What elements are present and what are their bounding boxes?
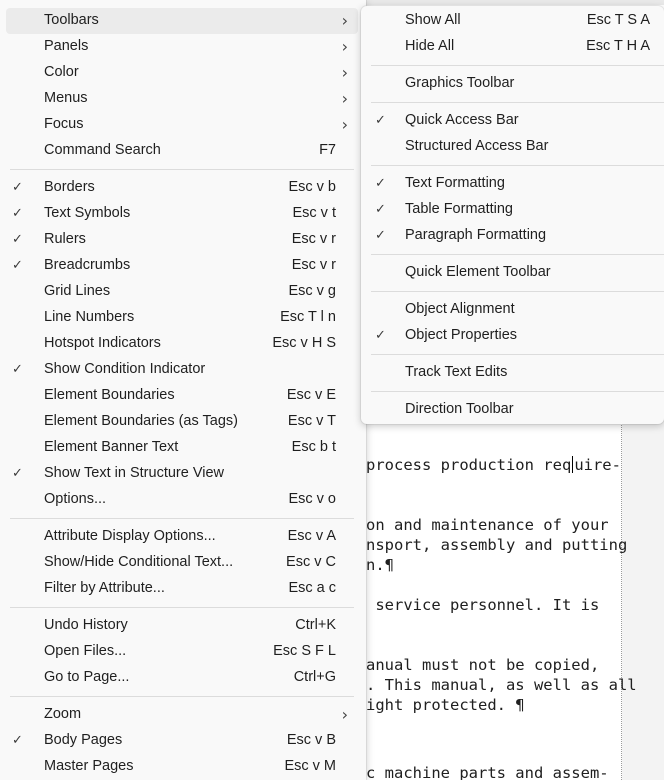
menu-item-show-hide-conditional-text[interactable] bbox=[6, 550, 358, 576]
chevron-right-icon: › bbox=[341, 705, 348, 724]
menu-separator bbox=[371, 102, 664, 103]
menu-separator bbox=[371, 165, 664, 166]
menu-item-label: Table Formatting bbox=[405, 201, 513, 217]
menu-separator bbox=[371, 254, 664, 255]
checkmark-icon: ✓ bbox=[12, 732, 23, 747]
menu-item-show-condition-indicator[interactable] bbox=[6, 357, 358, 383]
menu-separator bbox=[371, 291, 664, 292]
chevron-right-icon: › bbox=[341, 37, 348, 56]
menu-item-label: Open Files... bbox=[44, 643, 127, 659]
menu-item-label: Show/Hide Conditional Text... bbox=[44, 554, 234, 570]
menu-item-borders[interactable] bbox=[6, 175, 358, 201]
menu-item-label: Element Boundaries bbox=[44, 387, 175, 403]
menu-item-label: Grid Lines bbox=[44, 283, 111, 299]
menu-item-label: Go to Page... bbox=[44, 669, 130, 685]
menu-item-filter-by-attribute[interactable] bbox=[6, 576, 358, 602]
menu-item-zoom[interactable] bbox=[6, 702, 358, 728]
menu-item-master-pages[interactable] bbox=[6, 754, 358, 780]
submenu-item-text-formatting[interactable] bbox=[365, 171, 660, 197]
menu-item-label: Track Text Edits bbox=[405, 364, 508, 380]
menu-item-shortcut: Esc T S A bbox=[586, 12, 650, 28]
menu-item-element-banner-text[interactable] bbox=[6, 435, 358, 461]
menu-item-shortcut: Esc v A bbox=[287, 528, 336, 544]
document-line: nsport, assembly and putting bbox=[366, 536, 628, 554]
submenu-item-table-formatting[interactable] bbox=[365, 197, 660, 223]
submenu-item-hide-all[interactable] bbox=[365, 34, 660, 60]
chevron-right-icon: › bbox=[341, 89, 348, 108]
menu-item-shortcut: Esc a c bbox=[288, 580, 336, 596]
menu-item-element-boundaries-as-tags[interactable] bbox=[6, 409, 358, 435]
menu-item-shortcut: Ctrl+K bbox=[295, 617, 336, 633]
submenu-item-object-alignment[interactable] bbox=[365, 297, 660, 323]
menu-item-label: Element Banner Text bbox=[44, 439, 179, 455]
checkmark-icon: ✓ bbox=[12, 465, 23, 480]
menu-item-label: Hide All bbox=[405, 38, 455, 54]
page-margin-line bbox=[621, 420, 622, 780]
menu-separator bbox=[371, 391, 664, 392]
toolbars-submenu bbox=[361, 6, 664, 424]
menu-item-label: Quick Access Bar bbox=[405, 112, 519, 128]
submenu-item-quick-element-toolbar[interactable] bbox=[365, 260, 660, 286]
checkmark-icon: ✓ bbox=[12, 205, 23, 220]
menu-item-shortcut: Esc v o bbox=[288, 491, 336, 507]
menu-item-label: Master Pages bbox=[44, 758, 134, 774]
menu-item-label: Zoom bbox=[44, 706, 82, 722]
checkmark-icon: ✓ bbox=[375, 327, 386, 342]
menu-item-color[interactable] bbox=[6, 60, 358, 86]
submenu-item-show-all[interactable] bbox=[365, 8, 660, 34]
submenu-item-direction-toolbar[interactable] bbox=[365, 397, 660, 423]
menu-item-shortcut: F7 bbox=[319, 142, 336, 158]
menu-item-label: Object Alignment bbox=[405, 301, 515, 317]
menu-item-label: Element Boundaries (as Tags) bbox=[44, 413, 238, 429]
menu-item-line-numbers[interactable] bbox=[6, 305, 358, 331]
menu-item-label: Options... bbox=[44, 491, 107, 507]
menu-item-panels[interactable] bbox=[6, 34, 358, 60]
menu-separator bbox=[10, 607, 354, 608]
menu-item-label: Menus bbox=[44, 90, 88, 106]
document-line: anual must not be copied, bbox=[366, 656, 600, 674]
menu-item-attribute-display-options[interactable] bbox=[6, 524, 358, 550]
menu-item-go-to-page[interactable] bbox=[6, 665, 358, 691]
checkmark-icon: ✓ bbox=[375, 201, 386, 216]
document-line: n.¶ bbox=[366, 556, 394, 574]
chevron-right-icon: › bbox=[341, 63, 348, 82]
menu-item-label: Toolbars bbox=[44, 12, 99, 28]
menu-item-element-boundaries[interactable] bbox=[6, 383, 358, 409]
menu-item-label: Show All bbox=[405, 12, 461, 28]
checkmark-icon: ✓ bbox=[12, 361, 23, 376]
checkmark-icon: ✓ bbox=[375, 175, 386, 190]
menu-item-grid-lines[interactable] bbox=[6, 279, 358, 305]
document-line: ight protected. ¶ bbox=[366, 696, 525, 714]
menu-item-label: Panels bbox=[44, 38, 89, 54]
menu-item-label: Body Pages bbox=[44, 732, 123, 748]
menu-item-label: Rulers bbox=[44, 231, 86, 247]
page-gutter bbox=[622, 420, 664, 780]
document-line: . This manual, as well as all bbox=[366, 676, 637, 694]
menu-item-body-pages[interactable] bbox=[6, 728, 358, 754]
menu-separator bbox=[10, 696, 354, 697]
menu-item-text-symbols[interactable] bbox=[6, 201, 358, 227]
menu-item-label: Structured Access Bar bbox=[405, 138, 549, 154]
menu-separator bbox=[10, 169, 354, 170]
submenu-item-quick-access-bar[interactable] bbox=[365, 108, 660, 134]
menu-item-shortcut: Esc b t bbox=[291, 439, 336, 455]
menu-item-hotspot-indicators[interactable] bbox=[6, 331, 358, 357]
menu-item-shortcut: Esc v r bbox=[291, 257, 336, 273]
checkmark-icon: ✓ bbox=[12, 179, 23, 194]
menu-item-rulers[interactable] bbox=[6, 227, 358, 253]
menu-item-label: Text Symbols bbox=[44, 205, 131, 221]
menu-item-label: Show Text in Structure View bbox=[44, 465, 224, 481]
menu-item-breadcrumbs[interactable] bbox=[6, 253, 358, 279]
submenu-item-object-properties[interactable] bbox=[365, 323, 660, 349]
menu-item-label: Line Numbers bbox=[44, 309, 135, 325]
menu-item-label: Command Search bbox=[44, 142, 161, 158]
menu-item-label: Focus bbox=[44, 116, 84, 132]
menu-item-shortcut: Esc v T bbox=[287, 413, 336, 429]
submenu-item-graphics-toolbar[interactable] bbox=[365, 71, 660, 97]
menu-item-shortcut: Esc v t bbox=[292, 205, 336, 221]
menu-item-label: Show Condition Indicator bbox=[44, 361, 206, 377]
submenu-item-track-text-edits[interactable] bbox=[365, 360, 660, 386]
menu-item-label: Attribute Display Options... bbox=[44, 528, 216, 544]
menu-item-label: Breadcrumbs bbox=[44, 257, 131, 273]
document-line: on and maintenance of your bbox=[366, 516, 609, 534]
menu-item-label: Paragraph Formatting bbox=[405, 227, 547, 243]
menu-item-label: Borders bbox=[44, 179, 95, 195]
chevron-right-icon: › bbox=[341, 11, 348, 30]
menu-item-shortcut: Esc v b bbox=[288, 179, 336, 195]
menu-item-shortcut: Esc v r bbox=[291, 231, 336, 247]
menu-item-shortcut: Esc v E bbox=[286, 387, 336, 403]
menu-item-options[interactable] bbox=[6, 487, 358, 513]
menu-item-label: Object Properties bbox=[405, 327, 518, 343]
menu-item-label: Direction Toolbar bbox=[405, 401, 514, 417]
menu-item-shortcut: Esc v H S bbox=[272, 335, 336, 351]
menu-item-label: Color bbox=[44, 64, 79, 80]
menu-item-open-files[interactable] bbox=[6, 639, 358, 665]
document-line: c machine parts and assem- bbox=[366, 764, 609, 780]
menu-item-show-text-in-structure-view[interactable] bbox=[6, 461, 358, 487]
menu-item-label: Hotspot Indicators bbox=[44, 335, 161, 351]
checkmark-icon: ✓ bbox=[375, 227, 386, 242]
menu-item-command-search[interactable] bbox=[6, 138, 358, 164]
menu-item-shortcut: Esc S F L bbox=[273, 643, 336, 659]
menu-item-shortcut: Esc T l n bbox=[280, 309, 336, 325]
menu-item-shortcut: Esc v C bbox=[286, 554, 336, 570]
menu-separator bbox=[371, 65, 664, 66]
checkmark-icon: ✓ bbox=[375, 112, 386, 127]
menu-item-shortcut: Esc v M bbox=[284, 758, 336, 774]
menu-item-label: Filter by Attribute... bbox=[44, 580, 165, 596]
menu-item-label: Quick Element Toolbar bbox=[405, 264, 551, 280]
document-line: process production req uire- bbox=[366, 456, 621, 474]
menu-item-focus[interactable] bbox=[6, 112, 358, 138]
menu-item-shortcut: Esc v B bbox=[286, 732, 336, 748]
menu-item-toolbars[interactable] bbox=[6, 8, 358, 34]
menu-item-shortcut: Ctrl+G bbox=[293, 669, 336, 685]
menu-item-label: Text Formatting bbox=[405, 175, 505, 191]
menu-item-shortcut: Esc T H A bbox=[586, 38, 650, 54]
menu-item-label: Undo History bbox=[44, 617, 128, 633]
submenu-item-structured-access-bar[interactable] bbox=[365, 134, 660, 160]
menu-item-shortcut: Esc v g bbox=[288, 283, 336, 299]
submenu-item-paragraph-formatting[interactable] bbox=[365, 223, 660, 249]
checkmark-icon: ✓ bbox=[12, 231, 23, 246]
document-line: service personnel. It is bbox=[366, 596, 600, 614]
menu-item-undo-history[interactable] bbox=[6, 613, 358, 639]
menu-separator bbox=[10, 518, 354, 519]
chevron-right-icon: › bbox=[341, 115, 348, 134]
menu-item-label: Graphics Toolbar bbox=[405, 75, 515, 91]
menu-separator bbox=[371, 354, 664, 355]
checkmark-icon: ✓ bbox=[12, 257, 23, 272]
menu-item-menus[interactable] bbox=[6, 86, 358, 112]
